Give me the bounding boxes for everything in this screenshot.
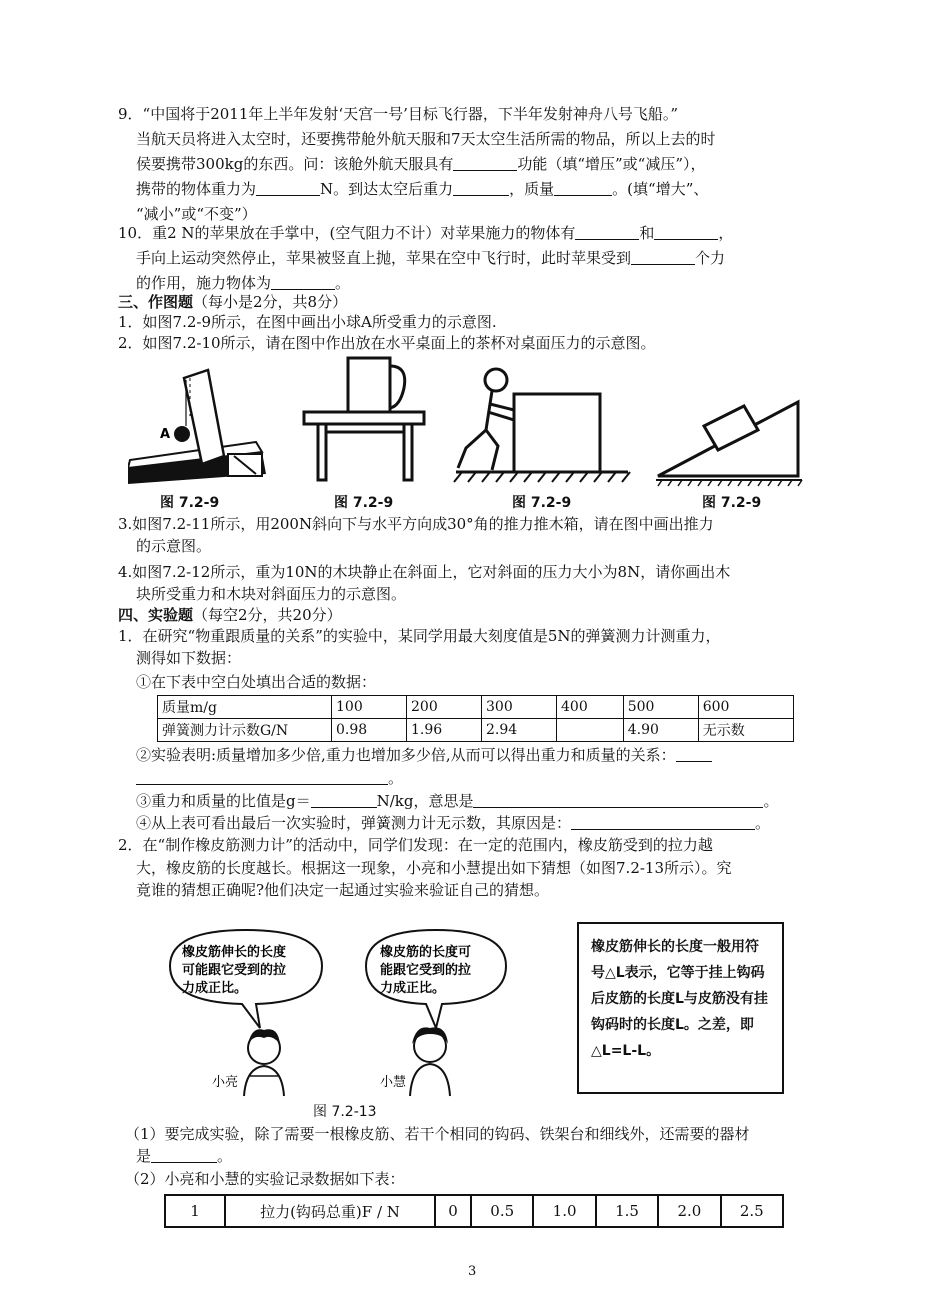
name-xiaohui: 小慧 xyxy=(380,1075,407,1090)
bubble2-line1: 橡皮筋的长度可 xyxy=(380,945,472,960)
table-cell: 1.0 xyxy=(533,1195,595,1227)
q9-line4: 携带的物体重力为 N。到达太空后重力 ，质量 。(填“增大”、 xyxy=(136,180,709,198)
q10-line1: 10．重2 N的苹果放在手掌中，(空气阻力不计）对苹果施力的物体有 和 ， xyxy=(118,224,734,242)
table-cell-blank xyxy=(557,719,624,742)
sec4-part2: （2）小亮和小慧的实验记录数据如下表： xyxy=(125,1170,405,1188)
sec4-q2-line3: 竟谁的猜想正确呢?他们决定一起通过实验来验证自己的猜想。 xyxy=(136,881,550,899)
name-xiaoliang: 小亮 xyxy=(212,1075,239,1090)
q9-line3: 侯要携带300kg的东西。问：该舱外航天服具有 功能（填“增压”或“减压”）， xyxy=(136,155,706,173)
sec4-q1-line2: 测得如下数据： xyxy=(136,649,242,667)
blank xyxy=(676,746,712,762)
q10-line3: 的作用，施力物体为 。 xyxy=(136,274,351,292)
table-cell: 弹簧测力计示数G/N xyxy=(158,719,332,742)
figure-caption-2: 图 7.2-9 xyxy=(334,495,394,511)
table-cup-figure xyxy=(300,352,430,488)
sec4-q1-step4: ④从上表可看出最后一次实验时，弹簧测力计无示数，其原因是： 。 xyxy=(136,814,771,832)
note-box: 橡皮筋伸长的长度一般用符号△L表示，它等于挂上钩码后皮筋的长度L与皮筋没有挂钩码时的长度L。之差，即△L=L-L。 xyxy=(577,922,784,1094)
blank xyxy=(136,769,388,785)
table-cell: 0 xyxy=(435,1195,471,1227)
blank xyxy=(453,180,509,196)
bubble1-line1: 橡皮筋伸长的长度 xyxy=(182,945,287,960)
q9-line1: 9．“中国将于2011年上半年发射‘天宫一号’目标飞行器，下半年发射神舟八号飞船。” xyxy=(118,105,679,123)
bubble1-line3: 力成正比。 xyxy=(182,981,248,996)
table-cell: 2.94 xyxy=(482,719,557,742)
table-cell: 500 xyxy=(623,696,698,719)
sec4-part1-line1: （1）要完成实验，除了需要一根橡皮筋、若干个相同的钩码、铁架台和细线外，还需要的器材 xyxy=(125,1125,750,1143)
table-cell: 0.98 xyxy=(332,719,407,742)
table-cell: 无示数 xyxy=(698,719,793,742)
q10-line2: 手向上运动突然停止，苹果被竖直上抛，苹果在空中飞行时，此时苹果受到 个力 xyxy=(136,249,726,267)
table-cell: 质量m/g xyxy=(158,696,332,719)
blank xyxy=(151,1147,217,1163)
sec4-q1-step2: ②实验表明:质量增加多少倍,重力也增加多少倍,从而可以得出重力和质量的关系： xyxy=(136,745,712,765)
blank xyxy=(571,814,755,830)
bubble2-line3: 力成正比。 xyxy=(380,981,446,996)
sec4-q2-line2: 大，橡皮筋的长度越长。根据这一现象，小亮和小慧提出如下猜想（如图7.2-13所示）。究 xyxy=(136,859,732,877)
table-cell: 600 xyxy=(698,696,793,719)
table-cell: 100 xyxy=(332,696,407,719)
sec4-q1-line1: 1．在研究“物重跟质量的关系”的实验中，某同学用最大刻度值是5N的弹簧测力计测重力， xyxy=(118,627,721,645)
blank xyxy=(453,155,517,171)
sec4-q2-line1: 2．在“制作橡皮筋测力计”的活动中，同学们发现：在一定的范围内，橡皮筋受到的拉力越 xyxy=(118,836,713,854)
blank xyxy=(575,224,639,240)
section3-heading: 三、作图题（每小是2分，共8分） xyxy=(118,293,348,311)
blank xyxy=(654,224,718,240)
q9-line2: 当航天员将进入太空时，还要携带舱外航天服和7天太空生活所需的物品，所以上去的时 xyxy=(136,130,716,148)
incline-block-figure xyxy=(654,396,804,488)
push-box-figure xyxy=(452,364,632,488)
figure-caption-13: 图 7.2-13 xyxy=(313,1104,377,1120)
table-cell: 1.5 xyxy=(596,1195,658,1227)
page-number: 3 xyxy=(468,1264,477,1279)
q9-line5: “减小”或“不变”） xyxy=(136,205,257,223)
sec3-q3-line2: 的示意图。 xyxy=(136,537,212,555)
figure-caption-3: 图 7.2-9 xyxy=(512,495,572,511)
blank xyxy=(554,180,612,196)
rubber-band-table xyxy=(164,1194,784,1228)
table-cell: 2.0 xyxy=(658,1195,720,1227)
blank xyxy=(271,274,335,290)
section4-heading: 四、实验题（每空2分，共20分） xyxy=(118,606,342,624)
table-cell: 200 xyxy=(407,696,482,719)
table-cell: 400 xyxy=(557,696,624,719)
weight-mass-table xyxy=(157,695,794,742)
bubble1-line2: 可能跟它受到的拉 xyxy=(182,963,287,978)
sec3-q1: 1．如图7.2-9所示，在图中画出小球A所受重力的示意图. xyxy=(118,313,497,331)
table-row xyxy=(158,696,794,719)
figure-caption-1: 图 7.2-9 xyxy=(160,495,220,511)
sec3-q4-line2: 块所受重力和木块对斜面压力的示意图。 xyxy=(136,585,407,603)
pendulum-figure xyxy=(128,356,278,488)
table-cell: 0.5 xyxy=(471,1195,533,1227)
sec3-q4-line1: 4.如图7.2-12所示，重为10N的木块静止在斜面上，它对斜面的压力大小为8N，请你画出木 xyxy=(118,563,731,581)
blank xyxy=(473,792,763,808)
sec4-q1-step2-cont: 。 xyxy=(136,768,403,788)
blank xyxy=(311,792,377,808)
table-cell: 2.5 xyxy=(721,1195,783,1227)
students-figure xyxy=(160,920,570,1100)
table-row xyxy=(165,1195,783,1227)
bubble2-line2: 能跟它受到的拉 xyxy=(380,963,472,978)
sec3-q2: 2．如图7.2-10所示，请在图中作出放在水平桌面上的茶杯对桌面压力的示意图。 xyxy=(118,334,656,352)
ball-label: A xyxy=(160,427,171,442)
table-cell: 拉力(钩码总重)F / N xyxy=(225,1195,435,1227)
table-cell: 1.96 xyxy=(407,719,482,742)
figure-caption-4: 图 7.2-9 xyxy=(702,495,762,511)
table-cell: 4.90 xyxy=(623,719,698,742)
table-cell: 1 xyxy=(165,1195,225,1227)
blank xyxy=(631,249,695,265)
sec3-q3-line1: 3.如图7.2-11所示，用200N斜向下与水平方向成30°角的推力推木箱，请在图中画出推力 xyxy=(118,515,714,533)
table-cell: 300 xyxy=(482,696,557,719)
blank xyxy=(256,180,320,196)
sec4-part1-line2: 是 。 xyxy=(136,1147,233,1165)
sec4-q1-step3: ③重力和质量的比值是g＝ N/kg，意思是 。 xyxy=(136,792,779,810)
table-row xyxy=(158,719,794,742)
sec4-q1-step1: ①在下表中空白处填出合适的数据： xyxy=(136,673,377,691)
